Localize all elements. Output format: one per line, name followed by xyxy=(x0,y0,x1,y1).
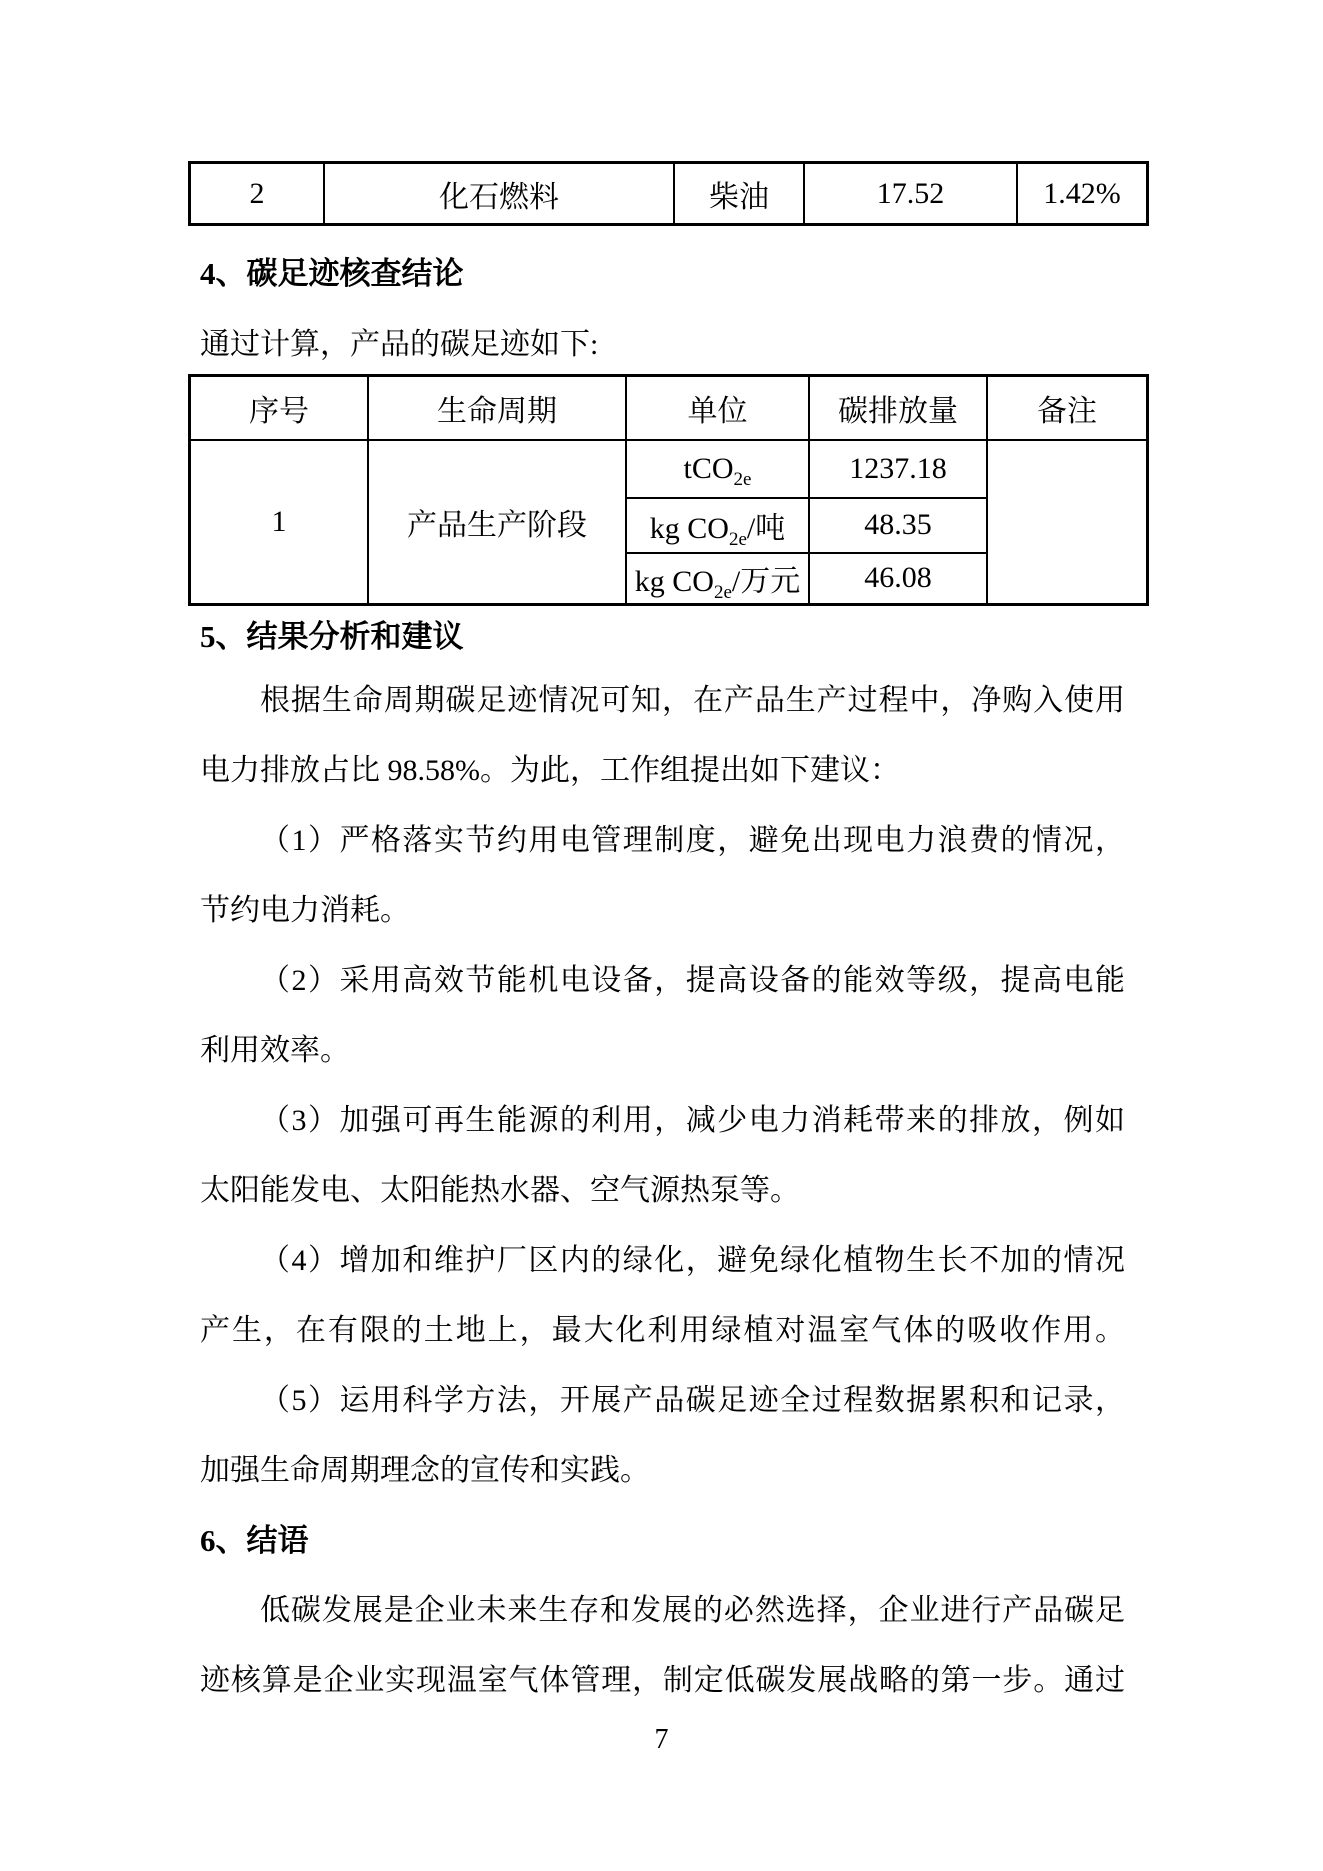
fuel-row-percent: 1.42% xyxy=(1017,163,1148,225)
footprint-row-index: 1 xyxy=(190,440,369,605)
paragraph-line: （4）增加和维护厂区内的绿化，避免绿化植物生长不加的情况 xyxy=(260,1244,1125,1277)
unit-suffix: /万元 xyxy=(731,565,801,599)
section-6-heading: 6、结语 xyxy=(200,1523,309,1558)
table-header-row xyxy=(190,376,1148,440)
table-row xyxy=(190,440,1148,498)
unit-text: kg CO xyxy=(649,512,729,545)
col-header-remark: 备注 xyxy=(987,376,1148,440)
unit-subscript: 2e xyxy=(733,468,752,490)
col-header-lifecycle: 生命周期 xyxy=(368,376,626,440)
unit-text: kg CO xyxy=(634,565,714,599)
col-header-unit: 单位 xyxy=(626,376,809,440)
carbon-footprint-table xyxy=(188,374,1149,606)
fuel-row-index: 2 xyxy=(190,163,325,225)
fuel-row-category: 化石燃料 xyxy=(324,163,674,225)
emission-value: 48.35 xyxy=(809,498,987,553)
section-4-intro: 通过计算，产品的碳足迹如下: xyxy=(200,328,599,361)
paragraph-line: 产生，在有限的土地上，最大化利用绿植对温室气体的吸收作用。 xyxy=(200,1314,1125,1347)
paragraph-line: 根据生命周期碳足迹情况可知，在产品生产过程中，净购入使用 xyxy=(260,684,1125,717)
unit-text: tCO xyxy=(683,451,734,485)
section-5-heading: 5、结果分析和建议 xyxy=(200,619,464,654)
emission-value: 1237.18 xyxy=(809,440,987,498)
fuel-emission-table xyxy=(188,161,1149,226)
footprint-row-stage: 产品生产阶段 xyxy=(368,440,626,605)
section-4-heading: 4、碳足迹核查结论 xyxy=(200,256,464,291)
emission-value: 46.08 xyxy=(809,553,987,605)
paragraph-line: （3）加强可再生能源的利用，减少电力消耗带来的排放，例如 xyxy=(260,1104,1125,1137)
paragraph-line: （5）运用科学方法，开展产品碳足迹全过程数据累积和记录， xyxy=(260,1384,1125,1417)
unit-cell xyxy=(626,440,809,498)
paragraph-line: 加强生命周期理念的宣传和实践。 xyxy=(200,1454,650,1487)
paragraph-line: 节约电力消耗。 xyxy=(200,894,410,927)
col-header-emission: 碳排放量 xyxy=(809,376,987,440)
paragraph-line: （1）严格落实节约用电管理制度，避免出现电力浪费的情况， xyxy=(260,824,1125,857)
fuel-row-type: 柴油 xyxy=(674,163,804,225)
unit-subscript: 2e xyxy=(728,529,747,550)
paragraph-line: （2）采用高效节能机电设备，提高设备的能效等级，提高电能 xyxy=(260,964,1125,997)
body-text xyxy=(200,666,1125,1716)
unit-suffix: /吨 xyxy=(746,512,786,545)
table-row xyxy=(190,163,1148,225)
unit-cell xyxy=(626,498,809,553)
page-number: 7 xyxy=(654,1724,669,1755)
col-header-index: 序号 xyxy=(190,376,369,440)
unit-subscript: 2e xyxy=(713,582,732,604)
paragraph-line: 利用效率。 xyxy=(200,1034,350,1067)
paragraph-line: 迹核算是企业实现温室气体管理，制定低碳发展战略的第一步。通过 xyxy=(200,1664,1125,1697)
footprint-row-remark xyxy=(987,440,1148,605)
fuel-row-value: 17.52 xyxy=(804,163,1017,225)
paragraph-line: 低碳发展是企业未来生存和发展的必然选择，企业进行产品碳足 xyxy=(260,1594,1125,1627)
paragraph-line: 电力排放占比 98.58%。为此，工作组提出如下建议： xyxy=(200,754,900,787)
paragraph-line: 太阳能发电、太阳能热水器、空气源热泵等。 xyxy=(200,1174,800,1207)
unit-cell xyxy=(626,553,809,605)
